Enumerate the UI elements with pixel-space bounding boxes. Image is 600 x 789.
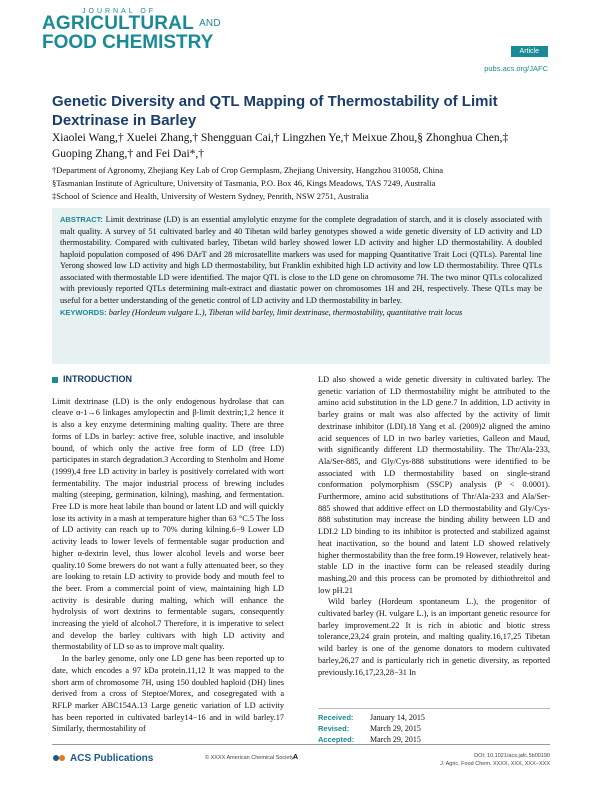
abstract-label: ABSTRACT:: [60, 215, 103, 224]
intro-paragraph-4: Wild barley (Hordeum spontaneum L.), the progenitor of cultivated barley (H. vulgare L.), is an important genetic resource for barley improvement.22 It is rich in abiotic and biotic stress tolerance,23,24 grain protein, and malting quality.16,17,25 Tibetan wild barley is one of the genome donators to modern cultivated barley,26,27 and is particularly rich in genetic diversity, as reported previously.16,17,23,28−31 In: [318, 597, 550, 677]
keywords-label: KEYWORDS:: [60, 308, 107, 317]
date-value: March 29, 2015: [370, 735, 421, 744]
affiliations: [52, 164, 552, 204]
left-column: [52, 374, 284, 735]
acs-publications-logo[interactable]: [52, 752, 153, 764]
date-revised: [318, 723, 550, 734]
journal-title-line2: FOOD CHEMISTRY: [42, 32, 214, 53]
intro-paragraph-2: In the barley genome, only one LD gene has been reported up to date, which encodes a 97 kDa protein.11,12 It was mapped to the short arm of chromosome 7H, using 150 doubled haploid (DH) lines derived from a cross of Steptoe/Morex, and cosegregated with a RFLP marker ABC154A.13 Large genetic variation of LD activity has been reported in cultivated barley14−16 and in wild barley.17 Similarly, thermostability of: [52, 654, 284, 734]
introduction-heading: [52, 374, 284, 386]
journal-and-text: AND: [199, 18, 221, 29]
doi-link[interactable]: DOI: 10.1021/acs.jafc.5b00190: [474, 753, 550, 759]
journal-small-text: JOURNAL OF: [82, 8, 157, 15]
abstract-paragraph: [60, 214, 542, 306]
article-title: Genetic Diversity and QTL Mapping of Thermostability of Limit Dextrinase in Barley: [52, 93, 498, 129]
keywords-line: [60, 307, 542, 319]
journal-title-line1: [42, 15, 282, 33]
right-column: [318, 374, 550, 678]
page-footer: [0, 744, 600, 789]
date-value: March 29, 2015: [370, 724, 421, 733]
affiliation-1: †Department of Agronomy, Zhejiang Key Lab of Crop Germplasm, Zhejiang University, Hangzhou 310058, China: [52, 165, 443, 175]
abstract-text: Limit dextrinase (LD) is an essential amylolytic enzyme for the complete degradation of starch, and it is closely associated with malt quality. A survey of 51 cultivated barley and 40 Tibetan wild barley genotypes showed a wide genetic diversity of LD activity and LD thermostability. Compared with cultivated barley, Tibetan wild barley showed lower LD activity and higher LD thermostability. A doubled haploid population composed of 496 DArT and 28 microsatellite markers was used for mapping Quantitative Trait Loci (QTLs). Parental line Yerong showed low LD activity and high LD thermostability, but Franklin exhibited high LD activity and low LD thermostability. Three QTLs associated with thermostable LD were identified. The major QTL is close to the LD gene on chromosome 7H. The two minor QTLs colocalized with previously reported QTLs determining malt-extract and diastatic power on chromosomes 1H and 2H, respectively. These QTLs may be useful for a better understanding of the genetic control of LD activity and LD thermostability in barley.: [60, 215, 542, 305]
introduction-heading-text: INTRODUCTION: [63, 374, 132, 384]
date-label: Received:: [318, 713, 354, 722]
copyright: © XXXX American Chemical Society: [205, 755, 294, 761]
intro-paragraph-3: LD also showed a wide genetic diversity in cultivated barley. The genetic variation of LD thermostability might be attributed to the amino acid substitution in the LD gene.7 In addition, LD activity in barley grains or malt was also affected by the activity of limit dextrinase inhibitor (LDI).18 Yang et al. (2009)2 aligned the amino acid sequences of LD in two barley varieties, Galleon and Maud, with significantly different LD thermostability. The Thr/Ala-233, Ala/Ser-885, and Gly/Cys-888 substitutions were identified to be associated with LD thermostability based on single-strand conformation polymorphism (SSCP) analysis (P < 0.0001). Furthermore, amino acid substitutions of Thr/Ala-233 and Ala/Ser-885 showed that additive effect on LD thermostability and Gly/Cys-888 substitution may increase the binding ability between LD and LDI.2 LD binding to its inhibitor is protected and stabilized against heat inactivation, so the bound and latent LD showed relatively higher thermostability than the free form.19 However, relatively heat-stable LD in the inactive form can be released steadily during mashing,20 and this process can be promoted by dithiothreitol and low pH.21: [318, 375, 550, 595]
section-square-icon: [52, 377, 58, 383]
journal-logo: [42, 8, 282, 52]
journal-line1-text: AGRICULTURAL: [42, 13, 194, 34]
keywords-text: barley (Hordeum vulgare L.), Tibetan wild barley, limit dextrinase, thermostability, quantitative trait locus: [108, 308, 463, 317]
doi-block: [440, 752, 550, 768]
journal-url-link[interactable]: pubs.acs.org/JAFC: [484, 64, 548, 73]
page-number: A: [293, 754, 299, 761]
abstract-box: [52, 208, 550, 364]
intro-paragraph-1: Limit dextrinase (LD) is the only endogenous hydrolase that can cleave α-1→6 linkages amylopectin and β-limit dextrin;1,2 hence it is also a key enzyme determining malting quality. There are three forms of LDs in barley: active free, soluble inactive, and insoluble bound, of which only the active free form of LD (free LD) participates in starch degradation.3 According to Stenholm and Home (1999),4 free LD activity in barley is positively correlated with wort fermentability. The major industrial process of brewing includes malting (steeping, germination, kilning), mashing, and fermentation. Free LD is more heat labile than bound or latent LD and will quickly lose its activity in a mash at temperature higher than 63 °C.5 The loss of LD activity can reach up to 70% during kilning.6−9 Lower LD activity leads to lower levels of fermentable sugar production and higher α-dextrin level, thus lower alcohol levels and worse beer quality.10 Some brewers do not want a fully attenuated beer, so they are looking to retain LD activity to provide body and mouth feel to the beer. From a commercial point of view, maintaining high LD activity is desirable during malting, which will enhance the hydrolysis of wort dextrins to fermentable sugars, consequently increasing the yield of alcohol.7 Therefore, it is imperative to select and develop the barley cultivars with high LD activity and thermostability of LD so as to improve malt quality.: [52, 396, 284, 652]
date-label: Accepted:: [318, 735, 355, 744]
affiliation-3: ‡School of Science and Health, University of Western Sydney, Penrith, NSW 2751, Australia: [52, 191, 369, 202]
article-badge: Article: [511, 46, 548, 57]
acs-publications-text: ACS Publications: [70, 752, 154, 764]
date-value: January 14, 2015: [370, 713, 425, 722]
publication-dates: [318, 708, 550, 745]
affiliation-2: §Tasmanian Institute of Agriculture, University of Tasmania, P.O. Box 46, Kings Meadows, TAS 7249, Australia: [52, 178, 436, 189]
acs-logo-icon: [52, 752, 66, 764]
author-list: Xiaolei Wang,† Xuelei Zhang,† Shengguan Cai,† Lingzhen Ye,† Meixue Zhou,§ Zhonghua Chen,‡ Guoping Zhang,† and Fei Dai*,†: [52, 132, 509, 160]
footer-rule: [52, 744, 550, 745]
date-received: [318, 712, 550, 723]
date-label: Revised:: [318, 724, 350, 733]
citation-line: J. Agric. Food Chem. XXXX, XXX, XXX−XXX: [440, 761, 550, 767]
